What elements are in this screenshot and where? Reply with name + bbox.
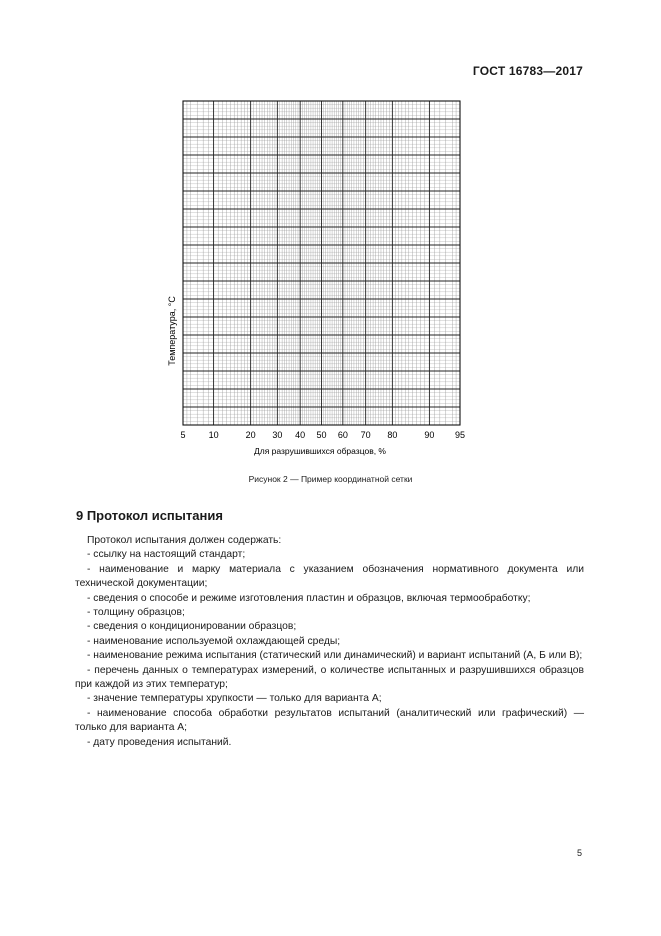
section-body <box>75 534 584 750</box>
list-item: - ссылку на настоящий стандарт; <box>87 549 246 561</box>
list-item: - наименование режима испытания (статический или динамический) и вариант испытаний (А, Б или В); <box>87 650 583 662</box>
section-intro: Протокол испытания должен содержать: <box>87 535 282 546</box>
x-tick-label: 50 <box>316 430 327 440</box>
list-item: - сведения о кондиционировании образцов; <box>87 621 297 633</box>
list-item: - наименование и марку материала с указанием обозначения нормативного документа или технической документации; <box>75 563 584 590</box>
section-title: 9 Протокол испытания <box>76 508 223 523</box>
x-tick-label: 5 <box>180 430 186 440</box>
x-tick-label: 10 <box>208 430 219 440</box>
x-tick-label: 40 <box>295 430 306 440</box>
list-item: - наименование способа обработки результатов испытаний (аналитический или графический) — только для варианта А; <box>75 707 584 734</box>
coordinate-grid <box>150 96 480 466</box>
x-tick-label: 20 <box>245 430 256 440</box>
list-item: - значение температуры хрупкости — только для варианта А; <box>87 693 382 705</box>
list-item: - толщину образцов; <box>87 607 185 619</box>
list-item: - перечень данных о температурах измерений, о количестве испытанных и разрушившихся образцов при каждой из этих температур; <box>75 664 584 691</box>
x-tick-label: 90 <box>424 430 435 440</box>
x-tick-labels <box>180 430 465 440</box>
page-number: 5 <box>577 848 583 858</box>
x-tick-label: 30 <box>272 430 283 440</box>
x-tick-label: 60 <box>337 430 348 440</box>
figure-caption: Рисунок 2 — Пример координатной сетки <box>248 474 413 484</box>
y-axis-label: Температура, °С <box>167 296 177 366</box>
grid-lines <box>183 101 460 425</box>
standard-code: ГОСТ 16783—2017 <box>472 64 583 78</box>
x-tick-label: 80 <box>387 430 398 440</box>
list-item: - сведения о способе и режиме изготовления пластин и образцов, включая термообработку; <box>87 592 531 604</box>
x-tick-label: 95 <box>454 430 466 440</box>
x-tick-label: 70 <box>360 430 371 440</box>
list-item: - дату проведения испытаний. <box>87 736 232 748</box>
list-item: - наименование используемой охлаждающей среды; <box>87 635 341 647</box>
x-axis-label: Для разрушившихся образцов, % <box>254 446 386 456</box>
